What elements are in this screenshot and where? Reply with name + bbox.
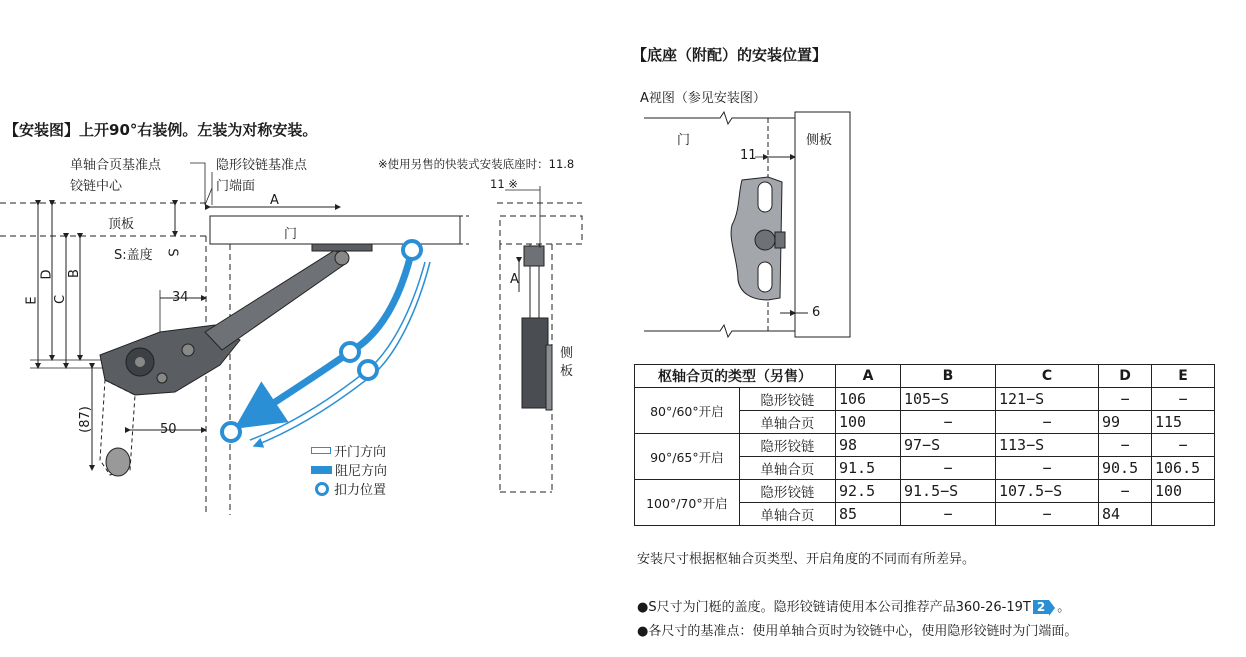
view-a-dim-11: 11	[740, 148, 757, 163]
dim-d: D	[39, 269, 55, 280]
legend-damp	[311, 460, 387, 479]
cell-d: −	[1099, 388, 1152, 411]
cell-e	[1152, 503, 1215, 526]
angle-cell: 80°/60°开启	[635, 388, 740, 434]
cell-c: −	[996, 457, 1099, 480]
dim-a: A	[270, 193, 279, 208]
type-cell: 隐形铰链	[739, 434, 835, 457]
view-a-caption: A视图（参见安装图）	[640, 91, 766, 106]
type-cell: 隐形铰链	[739, 480, 835, 503]
damping-direction-icon	[311, 466, 332, 474]
th-c: C	[996, 365, 1099, 388]
table-row	[635, 434, 1215, 457]
label-concealed-ref: 隐形铰链基准点	[216, 158, 308, 173]
angle-cell: 100°/70°开启	[635, 480, 740, 526]
type-cell: 隐形铰链	[739, 388, 835, 411]
label-overlay: S:盖度	[114, 248, 153, 263]
cell-a: 98	[836, 434, 901, 457]
cell-a: 85	[836, 503, 901, 526]
dim-34: 34	[172, 290, 189, 305]
cell-d: 84	[1099, 503, 1152, 526]
type-cell: 单轴合页	[739, 457, 835, 480]
install-diagram	[0, 140, 600, 520]
cell-e: −	[1152, 434, 1215, 457]
cell-e: 106.5	[1152, 457, 1215, 480]
label-side-panel: 侧 板	[560, 346, 574, 379]
grip-position-icon	[315, 482, 329, 496]
label-door: 门	[284, 227, 298, 242]
footnote-2: ●各尺寸的基准点：使用单轴合页时为铰链中心，使用隐形铰链时为门端面。	[637, 624, 1078, 639]
label-door-edge: 门端面	[216, 179, 256, 194]
cell-b: 105−S	[901, 388, 996, 411]
footnote-1-tail: 。	[1057, 600, 1071, 615]
cell-c: 113−S	[996, 434, 1099, 457]
table-note: 安装尺寸根据枢轴合页类型、开启角度的不同而有所差异。	[637, 552, 976, 567]
th-type: 枢轴合页的类型（另售）	[635, 365, 836, 388]
label-s: S	[164, 248, 180, 257]
legend-grip-label: 扣力位置	[334, 483, 387, 498]
dim-c: C	[53, 294, 69, 305]
open-direction-icon	[311, 447, 331, 454]
side-view	[497, 186, 582, 492]
base-position-title: 【底座（附配）的安装位置】	[632, 46, 828, 64]
cell-b: 97−S	[901, 434, 996, 457]
cell-b: −	[901, 457, 996, 480]
cell-e: 115	[1152, 411, 1215, 434]
label-hinge-center: 铰链中心	[70, 179, 123, 194]
cell-b: −	[901, 411, 996, 434]
cell-e: 100	[1152, 480, 1215, 503]
footnote-1	[637, 596, 1070, 615]
th-e: E	[1152, 365, 1215, 388]
cell-d: 90.5	[1099, 457, 1152, 480]
label-top-board: 顶板	[108, 217, 135, 232]
cell-a: 106	[836, 388, 901, 411]
legend-damp-label: 阻尼方向	[335, 464, 388, 479]
cell-a: 100	[836, 411, 901, 434]
cell-b: 91.5−S	[901, 480, 996, 503]
cell-c: 107.5−S	[996, 480, 1099, 503]
type-cell: 单轴合页	[739, 503, 835, 526]
th-b: B	[901, 365, 996, 388]
side-dim-a: A	[510, 272, 519, 287]
label-base-note: ※使用另售的快装式安装底座时：11.8	[378, 157, 575, 171]
dim-e: E	[24, 296, 40, 305]
cell-d: −	[1099, 434, 1152, 457]
legend-grip	[311, 479, 387, 498]
angle-cell: 90°/65°开启	[635, 434, 740, 480]
dim-87: (87)	[77, 406, 93, 433]
page-ref-badge[interactable]: 2	[1033, 600, 1049, 614]
legend-open	[311, 441, 387, 460]
cell-c: 121−S	[996, 388, 1099, 411]
footnote-1-text: ●S尺寸为门梃的盖度。隐形铰链请使用本公司推荐产品360-26-19T	[637, 600, 1031, 615]
cell-d: 99	[1099, 411, 1152, 434]
cell-d: −	[1099, 480, 1152, 503]
label-single-axis-ref: 单轴合页基准点	[70, 158, 162, 173]
table-row	[635, 480, 1215, 503]
cell-c: −	[996, 411, 1099, 434]
cell-a: 92.5	[836, 480, 901, 503]
install-diagram-title: 【安装图】上开90°右装例。左装为对称安装。	[4, 121, 318, 139]
legend-open-label: 开门方向	[334, 445, 387, 460]
dim-50: 50	[160, 422, 177, 437]
dim-11-note: 11 ※	[490, 177, 518, 191]
view-a-door: 门	[677, 133, 691, 148]
cell-c: −	[996, 503, 1099, 526]
legend	[311, 441, 387, 498]
view-a-dim-6: 6	[812, 305, 821, 320]
cell-a: 91.5	[836, 457, 901, 480]
cell-b: −	[901, 503, 996, 526]
spec-table	[634, 364, 1215, 526]
th-a: A	[836, 365, 901, 388]
th-d: D	[1099, 365, 1152, 388]
table-row	[635, 388, 1215, 411]
cell-e: −	[1152, 388, 1215, 411]
dim-b: B	[66, 269, 82, 278]
view-a-side-panel: 侧板	[806, 133, 833, 148]
table-header-row	[635, 365, 1215, 388]
type-cell: 单轴合页	[739, 411, 835, 434]
